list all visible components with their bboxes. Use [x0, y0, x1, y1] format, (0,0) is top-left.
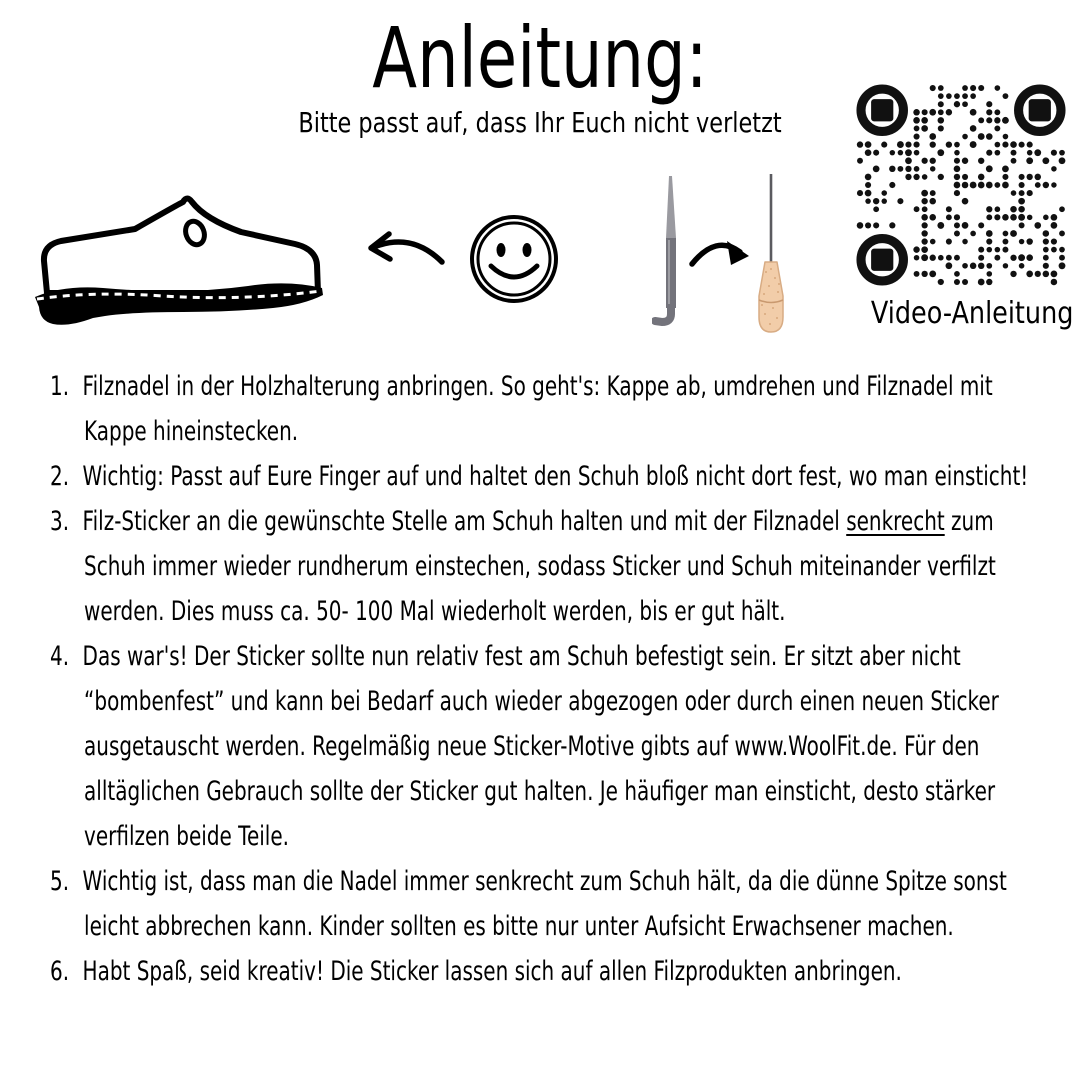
- item-text: zum Schuh immer wieder rundherum einstechen, sodass Sticker und Schuh miteinander verfilzt werden. Dies muss ca. 50- 100 Mal wiederholt werden, bis er gut hält.: [84, 506, 996, 627]
- wooden-holder-illustration: [746, 174, 794, 336]
- page-title: Anleitung:: [372, 9, 708, 107]
- item-text: Wichtig ist, dass man die Nadel immer senkrecht zum Schuh hält, da die dünne Spitze sonst leicht abbrechen kann. Kinder sollten es bitte nur unter Aufsicht Erwachsener machen.: [82, 866, 1007, 942]
- list-item-5: [50, 859, 1046, 949]
- item-text: Habt Spaß, seid kreativ! Die Sticker lassen sich auf allen Filzprodukten anbringen.: [82, 956, 902, 987]
- item-text: Filznadel in der Holzhalterung anbringen. So geht's: Kappe ab, umdrehen und Filznadel mit Kappe hineinstecken.: [82, 371, 993, 447]
- holder-handle: [759, 262, 783, 332]
- page-subtitle: Bitte passt auf, dass Ihr Euch nicht verletzt: [298, 105, 782, 139]
- qr-finder-top-right: [1019, 89, 1061, 131]
- qr-code: [855, 84, 1067, 286]
- clog-upper-outline: [44, 199, 318, 294]
- item-number: 5.: [50, 866, 70, 897]
- list-item-6: [50, 949, 1046, 994]
- list-item-2: [50, 454, 1046, 499]
- smiley-left-eye: [497, 243, 506, 257]
- felting-needle-illustration: [652, 176, 686, 328]
- item-number: 3.: [50, 506, 70, 537]
- curved-arrow-right-icon: [688, 228, 750, 270]
- item-number: 4.: [50, 641, 70, 672]
- item-number: 2.: [50, 461, 70, 492]
- felt-clog-illustration: [33, 193, 325, 333]
- list-item-1: [50, 364, 1046, 454]
- item-text-underlined: senkrecht: [846, 506, 945, 537]
- qr-label: Video-Anleitung: [870, 296, 1074, 331]
- qr-finder-bottom-left: [861, 239, 903, 281]
- item-number: 1.: [50, 371, 70, 402]
- list-item-3: [50, 499, 1046, 634]
- item-text: Das war's! Der Sticker sollte nun relativ fest am Schuh befestigt sein. Er sitzt aber nicht “bombenfest” und kann bei Bedarf auch wieder abgezogen oder durch einen neuen Sticker ausgetauscht werden. Regelmäßig neue Sticker-Motive gibts auf www.WoolFit.de. Für den alltäglichen Gebrauch sollte der Sticker gut halten. Je häufiger man einsticht, desto stärker verfilzen beide Teile.: [82, 641, 999, 852]
- qr-finder-top-left: [861, 89, 903, 131]
- smiley-right-eye: [523, 243, 532, 257]
- item-text: Filz-Sticker an die gewünschte Stelle am Schuh halten und mit der Filznadel: [82, 506, 847, 537]
- item-number: 6.: [50, 956, 70, 987]
- smiley-sticker-illustration: [468, 213, 560, 305]
- qr-block: [855, 84, 1074, 331]
- curved-arrow-left-icon: [362, 222, 446, 270]
- list-item-4: [50, 634, 1046, 859]
- instruction-list: [50, 364, 1050, 994]
- item-text: Wichtig: Passt auf Eure Finger auf und haltet den Schuh bloß nicht dort fest, wo man einsticht!: [82, 461, 1029, 492]
